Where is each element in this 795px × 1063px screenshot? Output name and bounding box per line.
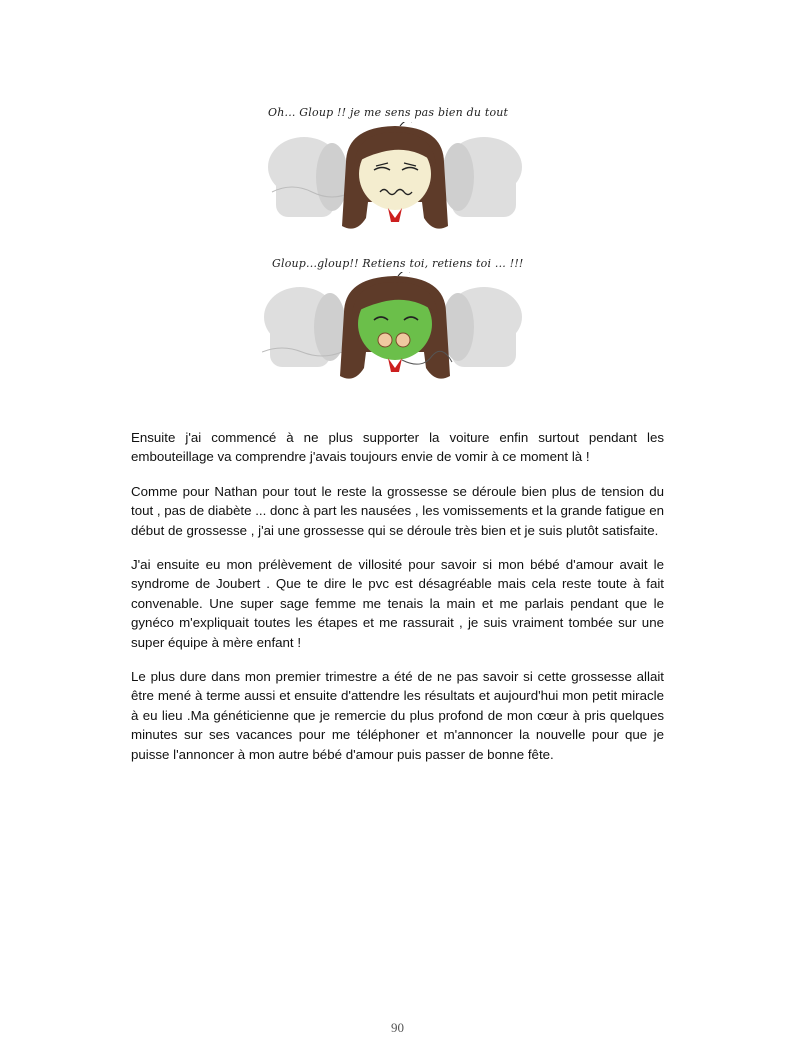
paragraph-2: Comme pour Nathan pour tout le reste la grossesse se déroule bien plus de tension du tout , pas de diabète ... donc à part les nausées , les vomissements et la grande fatigue en début de grossesse , j'ai une grossesse qui se déroule très bien et je suis plutôt satisfaite.	[131, 483, 664, 538]
green-sick-girl-drawing	[262, 272, 530, 387]
illustration-caption-2: Gloup...gloup!! Retiens toi, retiens toi ... !!!	[272, 257, 524, 270]
queasy-girl-drawing	[262, 122, 530, 237]
body-text	[131, 428, 664, 779]
illustration-1	[262, 122, 530, 237]
paragraph-1: Ensuite j'ai commencé à ne plus supporter la voiture enfin surtout pendant les embouteillage va comprendre j'avais toujours envie de vomir à ce moment là !	[131, 430, 664, 465]
page-number: 90	[391, 1020, 404, 1035]
illustration-2	[262, 272, 530, 387]
paragraph-3: J'ai ensuite eu mon prélèvement de villosité pour savoir si mon bébé d'amour avait le syndrome de Joubert . Que te dire le pvc est désagréable mais cela reste toute à fait convenable. Une super sage femme me tenais la main et me parlais pendant que le gynéco m'expliquait toutes les étapes et me rassurait , je suis vraiment tombée sur une super équipe à mère enfant !	[131, 557, 664, 650]
paragraph-4: Le plus dure dans mon premier trimestre a été de ne pas savoir si cette grossesse allait être mené à terme aussi et ensuite d'attendre les résultats et aujourd'hui mon petit miracle à eu lieu .Ma généticienne que je remercie du plus profond de mon cœur à pris quelques minutes sur ses vacances pour me téléphoner et m'annoncer la nouvelle pour que je puisse l'annoncer à mon autre bébé d'amour puis passer de bonne fête.	[131, 669, 664, 762]
illustration-caption-1: Oh... Gloup !! je me sens pas bien du tout	[268, 106, 509, 119]
